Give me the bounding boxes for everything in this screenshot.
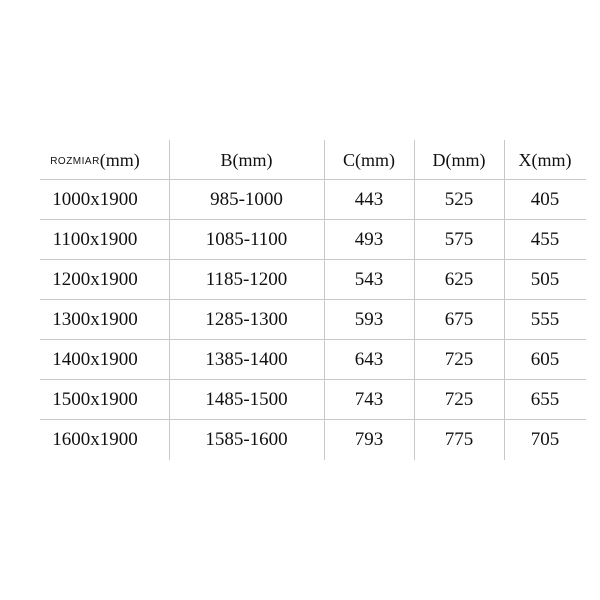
cell-x: 555 [530,309,560,330]
table-row [40,220,586,260]
cell-c: 543 [354,269,384,290]
header-x: X(mm) [518,150,572,170]
cell-size: 1100x1900 [52,229,138,250]
cell-b: 985-1000 [210,189,283,210]
cell-d: 525 [444,189,474,210]
table-row [40,180,586,220]
cell-d: 725 [444,389,474,410]
table-row [40,260,586,300]
header-b: B(mm) [220,150,273,170]
cell-b: 1085-1100 [205,229,288,250]
cell-x: 655 [530,389,560,410]
cell-x: 455 [530,229,560,250]
cell-b: 1185-1200 [205,269,288,290]
size-table [40,140,586,460]
cell-size: 1500x1900 [52,389,138,410]
cell-c: 743 [354,389,384,410]
cell-x: 505 [530,269,560,290]
cell-c: 593 [354,309,384,330]
cell-size: 1300x1900 [52,309,138,330]
table-header-row [40,140,586,180]
cell-c: 793 [354,429,384,450]
cell-x: 405 [530,189,560,210]
header-c: C(mm) [342,150,395,170]
table-row [40,340,586,380]
cell-d: 575 [444,229,474,250]
cell-x: 605 [530,349,560,370]
cell-x: 705 [530,429,560,450]
header-d: D(mm) [432,150,486,170]
cell-b: 1385-1400 [205,349,288,370]
cell-b: 1485-1500 [205,389,288,410]
cell-c: 493 [354,229,384,250]
cell-size: 1400x1900 [52,349,138,370]
cell-size: 1600x1900 [52,429,138,450]
cell-d: 675 [444,309,474,330]
cell-d: 775 [444,429,474,450]
header-rozmiar: ROZMIAR(mm) [50,150,140,170]
table-row [40,300,586,340]
cell-c: 643 [354,349,384,370]
cell-c: 443 [354,189,384,210]
cell-b: 1285-1300 [205,309,288,330]
table-row [40,420,586,460]
cell-d: 725 [444,349,474,370]
cell-size: 1000x1900 [52,189,138,210]
table-row [40,380,586,420]
cell-d: 625 [444,269,474,290]
cell-b: 1585-1600 [205,429,288,450]
cell-size: 1200x1900 [52,269,138,290]
